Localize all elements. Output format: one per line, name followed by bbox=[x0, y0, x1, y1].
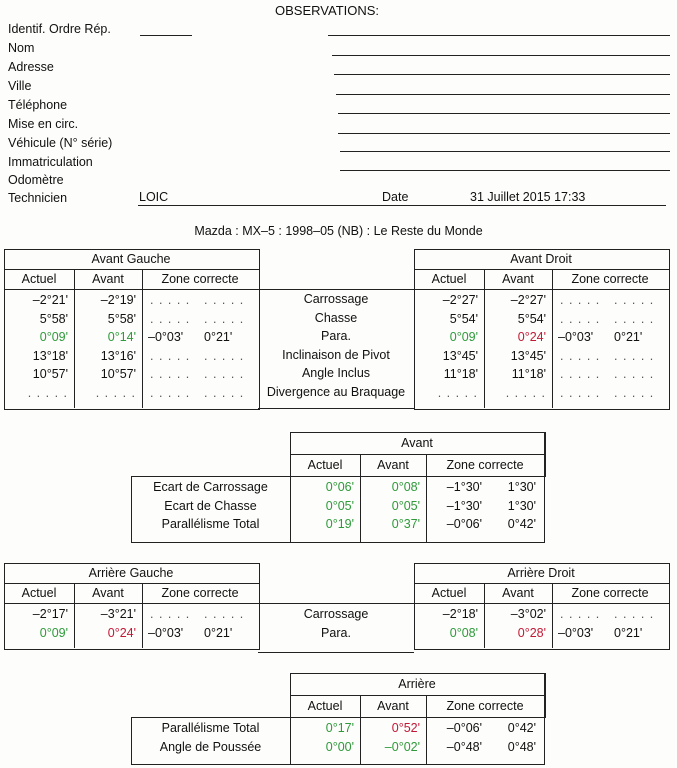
front-cross-rule bbox=[290, 454, 545, 455]
rear-measure-label: Carrossage bbox=[303, 607, 369, 621]
rear-right-title: Arrière Droit bbox=[507, 566, 575, 580]
zone-max: 0°42' bbox=[507, 517, 536, 531]
rear-left-rule bbox=[4, 583, 259, 584]
zone-max-empty: . . . . . bbox=[204, 607, 245, 621]
rear-cross-col-rule bbox=[544, 673, 545, 764]
cell-avant: 5°58' bbox=[107, 311, 136, 326]
cell-avant: –2°19' bbox=[100, 293, 136, 307]
rear-left-rule bbox=[4, 603, 259, 604]
zone-min-empty: . . . . . bbox=[150, 367, 191, 381]
cell-actuel: 0°17' bbox=[325, 721, 354, 735]
zone-max: 0°42' bbox=[507, 721, 536, 735]
cell-avant: 0°14' bbox=[107, 330, 136, 344]
col-header-zone: Zone correcte bbox=[161, 586, 239, 600]
front-labels-rule bbox=[258, 408, 414, 409]
front-cross-rule bbox=[131, 542, 545, 543]
col-header-zone: Zone correcte bbox=[571, 586, 649, 600]
zone-max-empty: . . . . . bbox=[614, 311, 655, 326]
col-header-avant: Avant bbox=[502, 272, 534, 286]
zone-max: 0°21' bbox=[204, 330, 233, 344]
cell-actuel: –2°27' bbox=[442, 293, 478, 307]
cell-actuel: 0°09' bbox=[39, 330, 68, 344]
id-underline bbox=[140, 35, 192, 36]
cell-avant: 11°18' bbox=[511, 367, 546, 381]
cell-actuel: –2°18' bbox=[442, 607, 478, 621]
rear-right-rule bbox=[414, 603, 669, 604]
front-measure-label: Divergence au Braquage bbox=[266, 384, 406, 399]
zone-min-empty: . . . . . bbox=[560, 293, 601, 307]
cell-actuel: 0°19' bbox=[325, 517, 354, 531]
front-cross-label: Ecart de Carrossage bbox=[153, 480, 268, 494]
observation-line bbox=[340, 170, 670, 171]
rear-labels-rule bbox=[258, 603, 414, 604]
cell-avant: 0°05' bbox=[391, 498, 420, 513]
zone-max: 1°30' bbox=[507, 480, 536, 494]
cell-actuel: 0°09' bbox=[39, 625, 68, 640]
cell-avant: 0°52' bbox=[391, 721, 420, 735]
cell-avant: 0°37' bbox=[391, 517, 420, 531]
zone-max-empty: . . . . . bbox=[204, 367, 245, 381]
field-label: Adresse bbox=[8, 60, 54, 74]
cell-avant: 0°08' bbox=[391, 480, 420, 494]
zone-min-empty: . . . . . bbox=[150, 348, 191, 363]
cell-actuel: –2°17' bbox=[32, 607, 68, 621]
zone-max-empty: . . . . . bbox=[614, 348, 655, 363]
rear-cross-label: Parallélisme Total bbox=[161, 721, 260, 735]
cell-avant: . . . . . bbox=[95, 385, 136, 400]
rear-cross-label: Angle de Poussée bbox=[159, 739, 262, 754]
zone-max: 0°48' bbox=[507, 739, 536, 754]
technician-name: LOIC bbox=[139, 190, 169, 204]
front-measure-label: Angle Inclus bbox=[301, 366, 371, 380]
col-header-actuel: Actuel bbox=[21, 586, 57, 600]
date-value: 31 Juillet 2015 17:33 bbox=[470, 190, 586, 204]
zone-min-empty: . . . . . bbox=[150, 311, 191, 326]
zone-min-empty: . . . . . bbox=[150, 385, 191, 400]
zone-min-empty: . . . . . bbox=[560, 367, 601, 381]
col-header-zone: Zone correcte bbox=[571, 272, 649, 286]
col-header-actuel: Actuel bbox=[307, 699, 343, 713]
cell-avant: 0°24' bbox=[517, 330, 546, 344]
front-left-title: Avant Gauche bbox=[91, 252, 171, 266]
cell-avant: . . . . . bbox=[505, 385, 546, 400]
front-left-rule bbox=[4, 269, 259, 270]
front-measure-label: Inclinaison de Pivot bbox=[282, 347, 390, 362]
col-header-actuel: Actuel bbox=[21, 272, 57, 286]
zone-min: –0°03' bbox=[558, 330, 594, 344]
front-left-col-rule bbox=[142, 269, 143, 408]
field-label: Odomètre bbox=[8, 173, 64, 187]
front-right-rule bbox=[414, 269, 669, 270]
field-label: Immatriculation bbox=[8, 155, 93, 169]
zone-max-empty: . . . . . bbox=[204, 348, 245, 363]
zone-min-empty: . . . . . bbox=[560, 311, 601, 326]
cell-actuel: 5°58' bbox=[39, 311, 68, 326]
cell-actuel: –2°21' bbox=[32, 293, 68, 307]
cell-actuel: 0°08' bbox=[449, 625, 478, 640]
cell-avant: 13°16' bbox=[100, 348, 136, 363]
front-right-rule bbox=[414, 289, 669, 290]
rear-cross-rule bbox=[131, 717, 545, 718]
cell-avant: 10°57' bbox=[100, 367, 136, 381]
cell-actuel: 5°54' bbox=[449, 311, 478, 326]
front-labels-rule bbox=[258, 289, 414, 290]
cell-avant: 13°45' bbox=[510, 348, 546, 363]
zone-max-empty: . . . . . bbox=[614, 367, 655, 381]
zone-min-empty: . . . . . bbox=[560, 348, 601, 363]
front-measure-label: Para. bbox=[321, 329, 351, 343]
front-right-col-rule bbox=[552, 269, 553, 408]
date-label: Date bbox=[382, 190, 409, 204]
observation-line bbox=[338, 133, 670, 134]
zone-max-empty: . . . . . bbox=[614, 385, 655, 400]
cell-actuel: 0°09' bbox=[449, 330, 478, 344]
zone-min-empty: . . . . . bbox=[150, 293, 191, 307]
rear-cross-rule bbox=[131, 764, 545, 765]
col-header-actuel: Actuel bbox=[431, 272, 467, 286]
rear-measure-label: Para. bbox=[321, 625, 351, 640]
zone-min: –1°30' bbox=[446, 498, 482, 513]
zone-max-empty: . . . . . bbox=[614, 293, 655, 307]
field-label: Véhicule (N° série) bbox=[8, 136, 113, 150]
front-cross-title: Avant bbox=[401, 436, 433, 450]
zone-min: –0°03' bbox=[148, 330, 184, 344]
zone-max: 0°21' bbox=[614, 330, 643, 344]
observation-line bbox=[334, 74, 670, 75]
observation-line bbox=[332, 55, 670, 56]
zone-max: 0°21' bbox=[614, 625, 643, 640]
zone-min: –0°06' bbox=[446, 721, 482, 735]
cell-actuel: . . . . . bbox=[437, 385, 478, 400]
rear-labels-rule bbox=[258, 652, 414, 653]
zone-max-empty: . . . . . bbox=[614, 607, 655, 621]
rear-cross-rule bbox=[290, 695, 545, 696]
field-label: Nom bbox=[8, 41, 35, 55]
zone-min-empty: . . . . . bbox=[560, 385, 601, 400]
col-header-actuel: Actuel bbox=[307, 458, 343, 472]
cell-actuel: . . . . . bbox=[27, 385, 68, 400]
zone-max: 0°21' bbox=[204, 625, 233, 640]
rear-cross-title: Arrière bbox=[398, 677, 436, 691]
cell-actuel: 13°45' bbox=[442, 348, 478, 363]
front-cross-label: Parallélisme Total bbox=[161, 517, 260, 531]
cell-actuel: 13°18' bbox=[32, 348, 68, 363]
zone-min-empty: . . . . . bbox=[560, 607, 601, 621]
cell-actuel: 10°57' bbox=[32, 367, 68, 381]
observation-line bbox=[336, 94, 670, 95]
zone-min: –0°06' bbox=[446, 517, 482, 531]
zone-min: –0°03' bbox=[148, 625, 184, 640]
vehicle-description: Mazda : MX–5 : 1998–05 (NB) : Le Reste du Monde bbox=[194, 224, 483, 238]
field-label: Téléphone bbox=[8, 98, 68, 112]
zone-max-empty: . . . . . bbox=[204, 311, 245, 326]
zone-max: 1°30' bbox=[507, 498, 536, 513]
front-right-title: Avant Droit bbox=[510, 252, 572, 266]
rear-left-title: Arrière Gauche bbox=[88, 566, 174, 580]
front-left-rule bbox=[4, 289, 259, 290]
front-cross-col-rule bbox=[544, 432, 545, 542]
field-label: Identif. Ordre Rép. bbox=[8, 22, 111, 36]
front-cross-rule bbox=[131, 476, 545, 477]
col-header-avant: Avant bbox=[92, 272, 124, 286]
cell-actuel: 0°06' bbox=[325, 480, 354, 494]
zone-max-empty: . . . . . bbox=[204, 385, 245, 400]
col-header-avant: Avant bbox=[502, 586, 534, 600]
zone-max-empty: . . . . . bbox=[204, 293, 245, 307]
zone-min: –0°03' bbox=[558, 625, 594, 640]
zone-min-empty: . . . . . bbox=[150, 607, 191, 621]
cell-actuel: 0°05' bbox=[325, 498, 354, 513]
cell-avant: –3°21' bbox=[100, 607, 136, 621]
front-cross-label: Ecart de Chasse bbox=[164, 498, 257, 513]
technician-line bbox=[138, 205, 666, 206]
field-label: Mise en circ. bbox=[8, 117, 79, 131]
observation-line bbox=[340, 151, 670, 152]
zone-min: –1°30' bbox=[446, 480, 482, 494]
col-header-actuel: Actuel bbox=[431, 586, 467, 600]
front-measure-label: Chasse bbox=[314, 310, 358, 325]
field-label: Ville bbox=[8, 79, 32, 93]
col-header-zone: Zone correcte bbox=[161, 272, 239, 286]
cell-avant: 0°24' bbox=[107, 625, 136, 640]
col-header-avant: Avant bbox=[92, 586, 124, 600]
col-header-zone: Zone correcte bbox=[446, 699, 524, 713]
cell-avant: –2°27' bbox=[510, 293, 546, 307]
col-header-avant: Avant bbox=[377, 458, 409, 472]
cell-avant: –3°02' bbox=[510, 607, 546, 621]
col-header-zone: Zone correcte bbox=[446, 458, 524, 472]
cell-avant: 5°54' bbox=[517, 311, 546, 326]
cell-avant: –0°02' bbox=[384, 739, 420, 754]
observations-title: OBSERVATIONS: bbox=[275, 3, 380, 18]
zone-min: –0°48' bbox=[446, 739, 482, 754]
observation-line bbox=[338, 113, 670, 114]
cell-avant: 0°28' bbox=[517, 625, 546, 640]
front-measure-label: Carrossage bbox=[303, 292, 369, 306]
cell-actuel: 11°18' bbox=[443, 367, 478, 381]
field-label: Technicien bbox=[8, 191, 68, 205]
observation-line bbox=[328, 35, 670, 36]
rear-right-rule bbox=[414, 583, 669, 584]
cell-actuel: 0°00' bbox=[325, 739, 354, 754]
col-header-avant: Avant bbox=[377, 699, 409, 713]
